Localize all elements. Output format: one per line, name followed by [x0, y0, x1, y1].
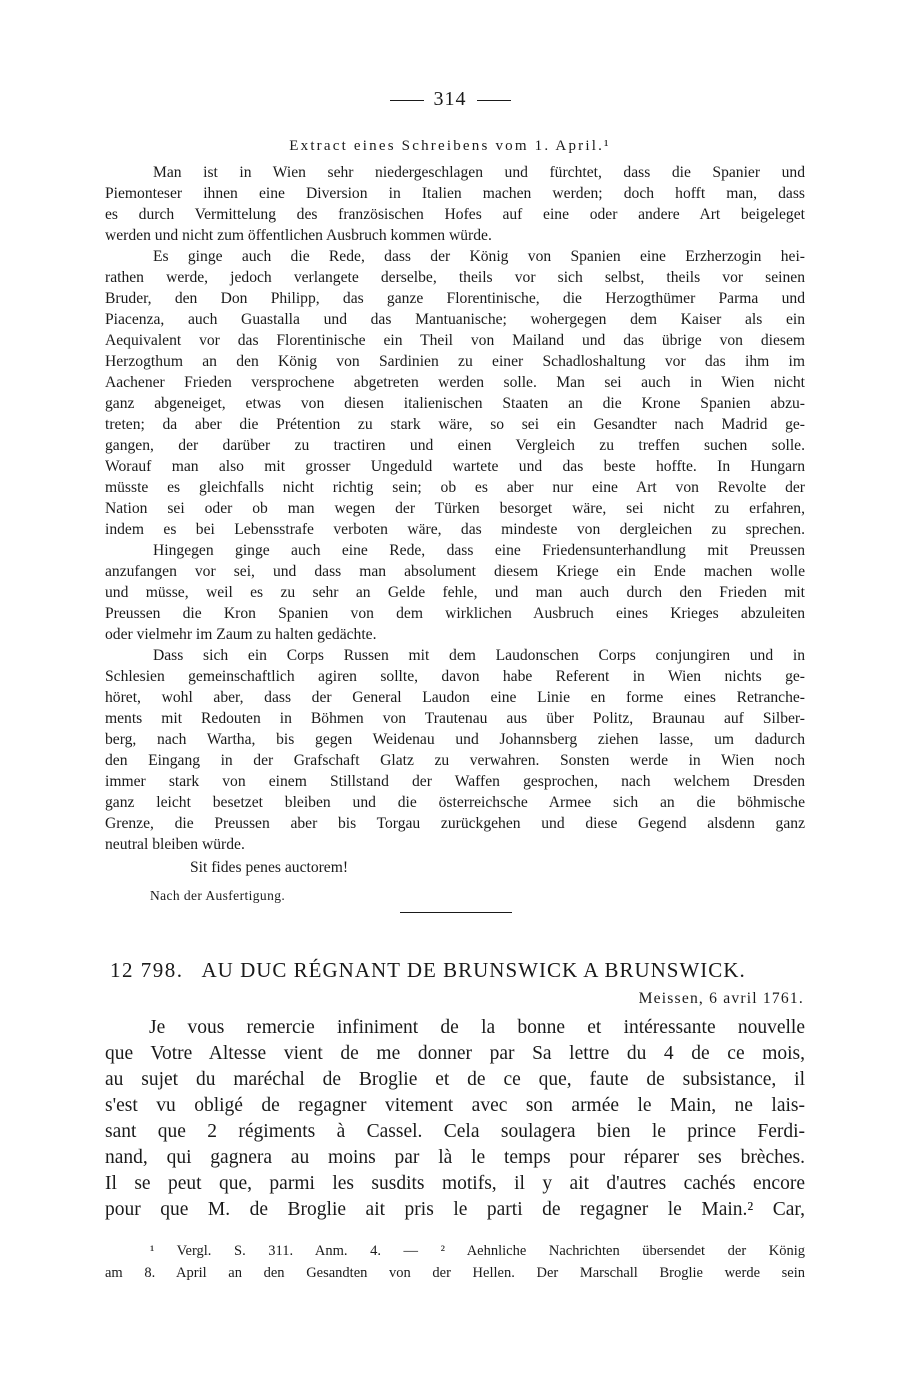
letter-date: Meissen, 6 avril 1761. — [638, 990, 804, 1007]
text-line: Es ginge auch die Rede, dass der König von Spanien eine Erzherzogin hei- — [153, 248, 805, 265]
text-line: sant que 2 régiments à Cassel. Cela soulagera bien le prince Ferdi- — [105, 1121, 805, 1142]
text-line: Je vous remercie infiniment de la bonne et intéressante nouvelle — [149, 1017, 805, 1038]
text-line: ments mit Redouten in Böhmen von Trautenau aus über Politz, Braunau auf Silber- — [105, 710, 805, 727]
text-line: pour que M. de Broglie ait pris le parti de regagner le Main.² Car, — [105, 1199, 805, 1220]
text-line: Herzogthum an den König von Sardinien zu einer Schadloshaltung vor das ihm im — [105, 353, 805, 370]
letter-heading — [110, 958, 800, 983]
letter-address: AU DUC RÉGNANT DE BRUNSWICK A BRUNSWICK. — [201, 958, 746, 982]
page-number-line — [0, 88, 900, 111]
letter-number: 12 798. — [110, 958, 184, 982]
text-line: Dass sich ein Corps Russen mit dem Laudonschen Corps conjungiren und in — [153, 647, 805, 664]
text-line: ganz abgeneiget, etwas von diesen italienischen Staaten an die Krone Spanien abzu- — [105, 395, 805, 412]
text-line: au sujet du maréchal de Broglie et de ce que, faute de subsistance, il — [105, 1069, 805, 1090]
text-line: müsste es gleichfalls nicht richtig sein; ob es aber nur eine Art von Revolte der — [105, 479, 805, 496]
separator-rule — [400, 912, 512, 913]
text-line: es durch Vermittelung des französischen Hofes auf eine oder andere Art beigeleget — [105, 206, 805, 223]
text-line: Hingegen ginge auch eine Rede, dass eine Friedensunterhandlung mit Preussen — [153, 542, 805, 559]
text-line: Worauf man also mit grosser Ungeduld wartete und das beste hoffte. In Hungarn — [105, 458, 805, 475]
extract-title: Extract eines Schreibens vom 1. April.¹ — [289, 138, 611, 154]
text-line: ganz leicht besetzet bleiben und die österreichsche Armee sich an die böhmische — [105, 794, 805, 811]
text-line: den Eingang in der Grafschaft Glatz zu verwahren. Sonsten werde in Wien noch — [105, 752, 805, 769]
page-number: 314 — [433, 88, 467, 110]
text-line: indem es bei Lebensstrafe verboten wäre, das mindeste von dergleichen zu sprechen. — [105, 521, 805, 538]
text-line: berg, nach Wartha, bis gegen Weidenau und Johannsberg ziehen lasse, um dadurch — [105, 731, 805, 748]
text-line: nand, qui gagnera au moins par là le temps pour réparer ses brèches. — [105, 1147, 805, 1168]
text-line: Aequivalent vor das Florentinische ein Theil von Mailand und das übrige von diesem — [105, 332, 805, 349]
text-line: Bruder, den Don Philipp, das ganze Florentinische, die Herzogthümer Parma und — [105, 290, 805, 307]
text-line: immer stark von einem Stillstand der Waffen gesprochen, nach welchem Dresden — [105, 773, 805, 790]
text-line: neutral bleiben würde. — [105, 836, 245, 853]
text-line: Schlesien gemeinschaftlich agiren sollte, davon habe Referent in Wien nichts ge- — [105, 668, 805, 685]
text-line: Nation sei oder ob man wegen der Türken besorget wäre, sei nicht zu erfahren, — [105, 500, 805, 517]
text-line: Aachener Frieden versprochene abgetreten werden solle. Man sei auch in Wien nicht — [105, 374, 805, 391]
text-line: oder vielmehr im Zaum zu halten gedächte. — [105, 626, 377, 643]
text-line: werden und nicht zum öffentlichen Ausbruch kommen würde. — [105, 227, 492, 244]
text-line: s'est vu obligé de regagner vitement avec son armée le Main, ne lais- — [105, 1095, 805, 1116]
footnote-line: ¹ Vergl. S. 311. Anm. 4. — ² Aehnliche Nachrichten übersendet der König — [150, 1243, 805, 1259]
text-line: gangen, der darüber zu tractiren und einen Vergleich zu treffen suchen solle. — [105, 437, 805, 454]
dash-right — [477, 100, 511, 101]
text-line: rathen werde, jedoch verlangete derselbe, theils vor sich selbst, theils vor seinen — [105, 269, 805, 286]
text-line: Man ist in Wien sehr niedergeschlagen und fürchtet, dass die Spanier und — [153, 164, 805, 181]
text-line: treten; da aber die Prétention zu stark wäre, so sei ein Gesandter nach Madrid ge- — [105, 416, 805, 433]
text-line: höret, wohl aber, dass der General Laudon eine Linie en forme eines Retranche- — [105, 689, 805, 706]
text-line: Il se peut que, parmi les susdits motifs, il y ait d'autres cachés encore — [105, 1173, 805, 1194]
source-note: Nach der Ausfertigung. — [150, 888, 286, 903]
text-line: que Votre Altesse vient de me donner par Sa lettre du 4 de ce mois, — [105, 1043, 805, 1064]
footnote-line: am 8. April an den Gesandten von der Hellen. Der Marschall Broglie werde sein — [105, 1265, 805, 1281]
text-line: und müsse, weil es zu sehr an Gelde fehle, und man auch durch den Frieden mit — [105, 584, 805, 601]
text-line: Sit fides penes auctorem! — [190, 859, 349, 876]
text-line: Piemonteser ihnen eine Diversion in Italien machen werden; doch hofft man, dass — [105, 185, 805, 202]
text-line: anzufangen vor sei, und dass man absolument diesem Kriege ein Ende machen wolle — [105, 563, 805, 580]
text-line: Preussen die Kron Spanien von dem wirklichen Ausbruch eines Krieges abzuleiten — [105, 605, 805, 622]
text-line: Grenze, die Preussen aber bis Torgau zurückgehen und diese Gegend alsdenn ganz — [105, 815, 805, 832]
text-line: Piacenza, auch Guastalla und das Mantuanische; wohergegen dem Kaiser als ein — [105, 311, 805, 328]
dash-left — [390, 100, 424, 101]
